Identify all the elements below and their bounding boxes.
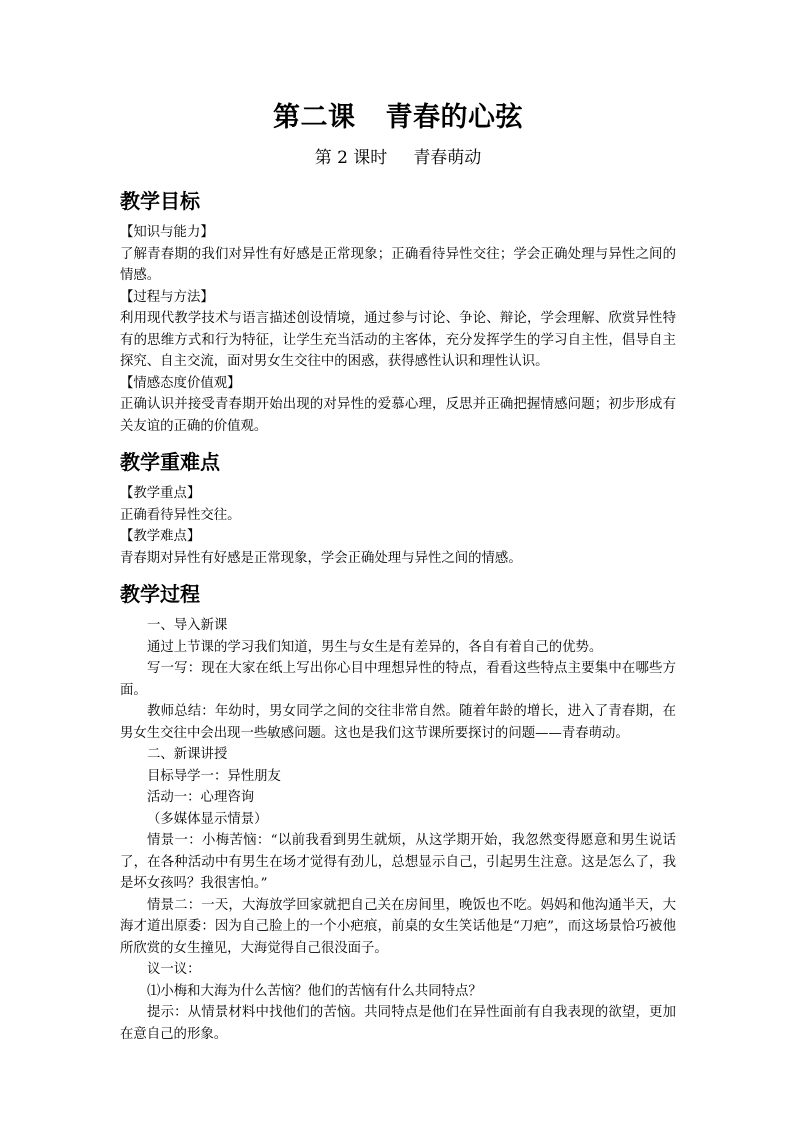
page-title [120, 100, 676, 136]
process-item: 一、导入新课 [147, 618, 228, 633]
document-page [120, 100, 676, 1045]
attitude-text: 正确认识并接受青春期开始出现的对异性的爱慕心理，反思并正确把握情感问题；初步形成有关友谊的正确的价值观。 [120, 397, 676, 434]
key-points-heading: 教学重难点 [120, 450, 220, 474]
focus-text: 正确看待异性交往。 [120, 507, 241, 523]
process-method-text: 利用现代教学技术与语言描述创设情境，通过参与讨论、争论、辩论，学会理解、欣赏异性特有的思维方式和行为特征，让学生充当活动的主客体，充分发挥学生的学习自主性，倡导自主探究、自主交流，面对男女生交往中的困惑，获得感性认识和理性认识。 [120, 311, 676, 369]
process-item: ⑴小梅和大海为什么苦恼？他们的苦恼有什么共同特点？ [147, 983, 482, 999]
process-item: 通过上节课的学习我们知道，男生与女生是有差异的，各自有着自己的优势。 [147, 639, 603, 655]
process-method-label: 【过程与方法】 [120, 289, 214, 305]
difficulty-text: 青春期对异性有好感是正常现象，学会正确处理与异性之间的情感。 [120, 550, 522, 566]
objectives-heading: 教学目标 [120, 189, 200, 213]
knowledge-label: 【知识与能力】 [120, 225, 214, 240]
lesson-number: 第二课 [273, 102, 356, 133]
process-item: 教师总结：年幼时，男女同学之间的交往非常自然。随着年龄的增长，进入了青春期，在男女生交往中会出现一些敏感问题。这也是我们这节课所要探讨的问题——青春萌动。 [120, 704, 676, 741]
lesson-name: 青春的心弦 [385, 102, 523, 133]
period-name: 青春萌动 [413, 148, 482, 168]
page-subtitle [120, 146, 676, 170]
process-item: 活动一：心理咨询 [147, 790, 255, 805]
process-item: 写一写：现在大家在纸上写出你心目中理想异性的特点，看看这些特点主要集中在哪些方面。 [120, 661, 676, 698]
difficulty-label: 【教学难点】 [120, 529, 201, 544]
process-item: 议一议： [147, 962, 201, 977]
process-item: 提示：从情景材料中找他们的苦恼。共同特点是他们在异性面前有自我表现的欲望，更加在意自己的形象。 [120, 1005, 676, 1042]
period-label: 第 2 课时 [314, 148, 388, 168]
process-item: 情景一：小梅苦恼：“以前我看到男生就烦，从这学期开始，我忽然变得愿意和男生说话了，在各种活动中有男生在场才觉得有劲儿，总想显示自己，引起男生注意。这是怎么了，我是坏女孩吗？我很害怕。” [120, 833, 676, 891]
knowledge-text: 了解青春期的我们对异性有好感是正常现象；正确看待异性交往；学会正确处理与异性之间的情感。 [120, 246, 676, 283]
attitude-label: 【情感态度价值观】 [120, 375, 241, 391]
process-item: （多媒体显示情景） [147, 811, 268, 827]
process-heading: 教学过程 [120, 582, 200, 606]
process-item: 二、新课讲授 [147, 747, 228, 762]
process-item: 目标导学一：异性朋友 [147, 768, 281, 784]
process-item: 情景二：一天，大海放学回家就把自己关在房间里，晚饭也不吃。妈妈和他沟通半天，大海才道出原委：因为自己脸上的一个小疤痕，前桌的女生笑话他是“刀疤”，而这场景恰巧被他所欣赏的女生撞见，大海觉得自己很没面子。 [120, 897, 676, 956]
focus-label: 【教学重点】 [120, 486, 201, 501]
